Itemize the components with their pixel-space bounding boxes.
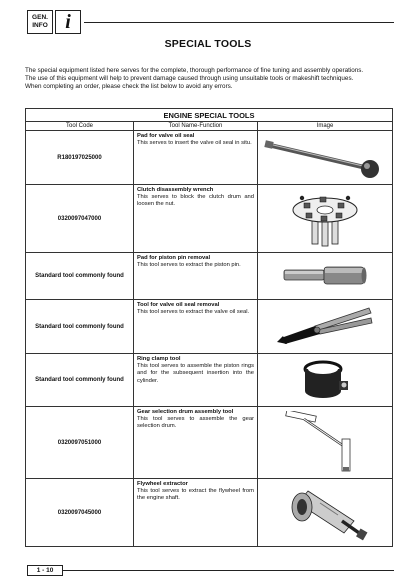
- footer-rule: [63, 570, 394, 571]
- table-row: [26, 479, 393, 547]
- tool-image: [258, 131, 393, 185]
- ring-clamp-icon: [295, 357, 355, 403]
- intro-line: The use of this equipment will help to prevent damage caused through using unsuitable tools or makeshift techniques.: [25, 75, 354, 82]
- intro-line: The special equipment listed here serves for the complete, thorough performance of fine tuning and assembly operations.: [25, 67, 364, 74]
- section-badge-line1: GEN.: [32, 14, 48, 21]
- page-title: SPECIAL TOOLS: [164, 38, 252, 50]
- tool-function: This tool serves to assemble the gear selection drum.: [137, 416, 254, 430]
- tool-image: [258, 407, 393, 479]
- tool-image: [258, 300, 393, 354]
- tool-name: Flywheel extractor: [137, 481, 188, 487]
- tool-function: This tool serves to extract the valve oil seal.: [137, 309, 250, 316]
- tool-function: This serves to block the clutch drum and loosen the nut.: [137, 194, 254, 208]
- tool-code: Standard tool commonly found: [26, 300, 134, 354]
- clutch-wrench-icon: [290, 188, 360, 250]
- column-header-code: Tool Code: [26, 122, 134, 131]
- table-row: [26, 407, 393, 479]
- tool-name: Ring clamp tool: [137, 356, 181, 362]
- tool-code: Standard tool commonly found: [26, 253, 134, 300]
- section-badge-line2: INFO: [32, 22, 48, 29]
- tool-description: [134, 407, 258, 479]
- tool-function: This tool serves to extract the piston pin.: [137, 262, 241, 269]
- section-badge: [27, 10, 53, 34]
- column-header-image: Image: [258, 122, 393, 131]
- info-icon: i: [55, 10, 81, 34]
- table-row: [26, 253, 393, 300]
- table-row: [26, 185, 393, 253]
- tool-image: [258, 354, 393, 407]
- tool-description: [134, 479, 258, 547]
- tool-function: This serves to insert the valve oil seal in situ.: [137, 140, 252, 147]
- intro-paragraph: [25, 67, 396, 91]
- tool-description: [134, 300, 258, 354]
- table-row: [26, 300, 393, 354]
- seal-removal-pliers-icon: [275, 304, 375, 350]
- tool-code: 0320097051000: [26, 407, 134, 479]
- tool-code: Standard tool commonly found: [26, 354, 134, 407]
- flywheel-extractor-icon: [280, 483, 370, 543]
- piston-pin-pad-icon: [280, 260, 370, 292]
- valve-oil-seal-pad-icon: [263, 135, 388, 181]
- table-row: [26, 131, 393, 185]
- tool-description: [134, 131, 258, 185]
- tool-code: 0320097047000: [26, 185, 134, 253]
- tool-description: [134, 354, 258, 407]
- tool-image: [258, 479, 393, 547]
- header-rule: [84, 22, 394, 23]
- gear-drum-tool-icon: [280, 411, 370, 475]
- tool-image: [258, 253, 393, 300]
- tool-description: [134, 185, 258, 253]
- tool-name: Pad for valve oil seal: [137, 133, 195, 139]
- page-number: 1 - 10: [27, 565, 63, 576]
- tool-description: [134, 253, 258, 300]
- tool-image: [258, 185, 393, 253]
- tool-code: R180197025000: [26, 131, 134, 185]
- tool-function: This tool serves to extract the flywheel from the engine shaft.: [137, 488, 254, 502]
- tool-code: 0320097045000: [26, 479, 134, 547]
- table-title: ENGINE SPECIAL TOOLS: [26, 109, 393, 122]
- tool-name: Clutch disassembly wrench: [137, 187, 214, 193]
- tool-function: This tool serves to assemble the piston rings and for the subsequent insertion into the cylinder.: [137, 363, 254, 384]
- tool-name: Pad for piston pin removal: [137, 255, 211, 261]
- column-header-name: Tool Name-Function: [134, 122, 258, 131]
- tool-name: Gear selection drum assembly tool: [137, 409, 234, 415]
- table-row: [26, 354, 393, 407]
- intro-line: When completing an order, please check the list below to avoid any errors.: [25, 83, 233, 90]
- tool-name: Tool for valve oil seal removal: [137, 302, 220, 308]
- special-tools-table: [25, 108, 393, 547]
